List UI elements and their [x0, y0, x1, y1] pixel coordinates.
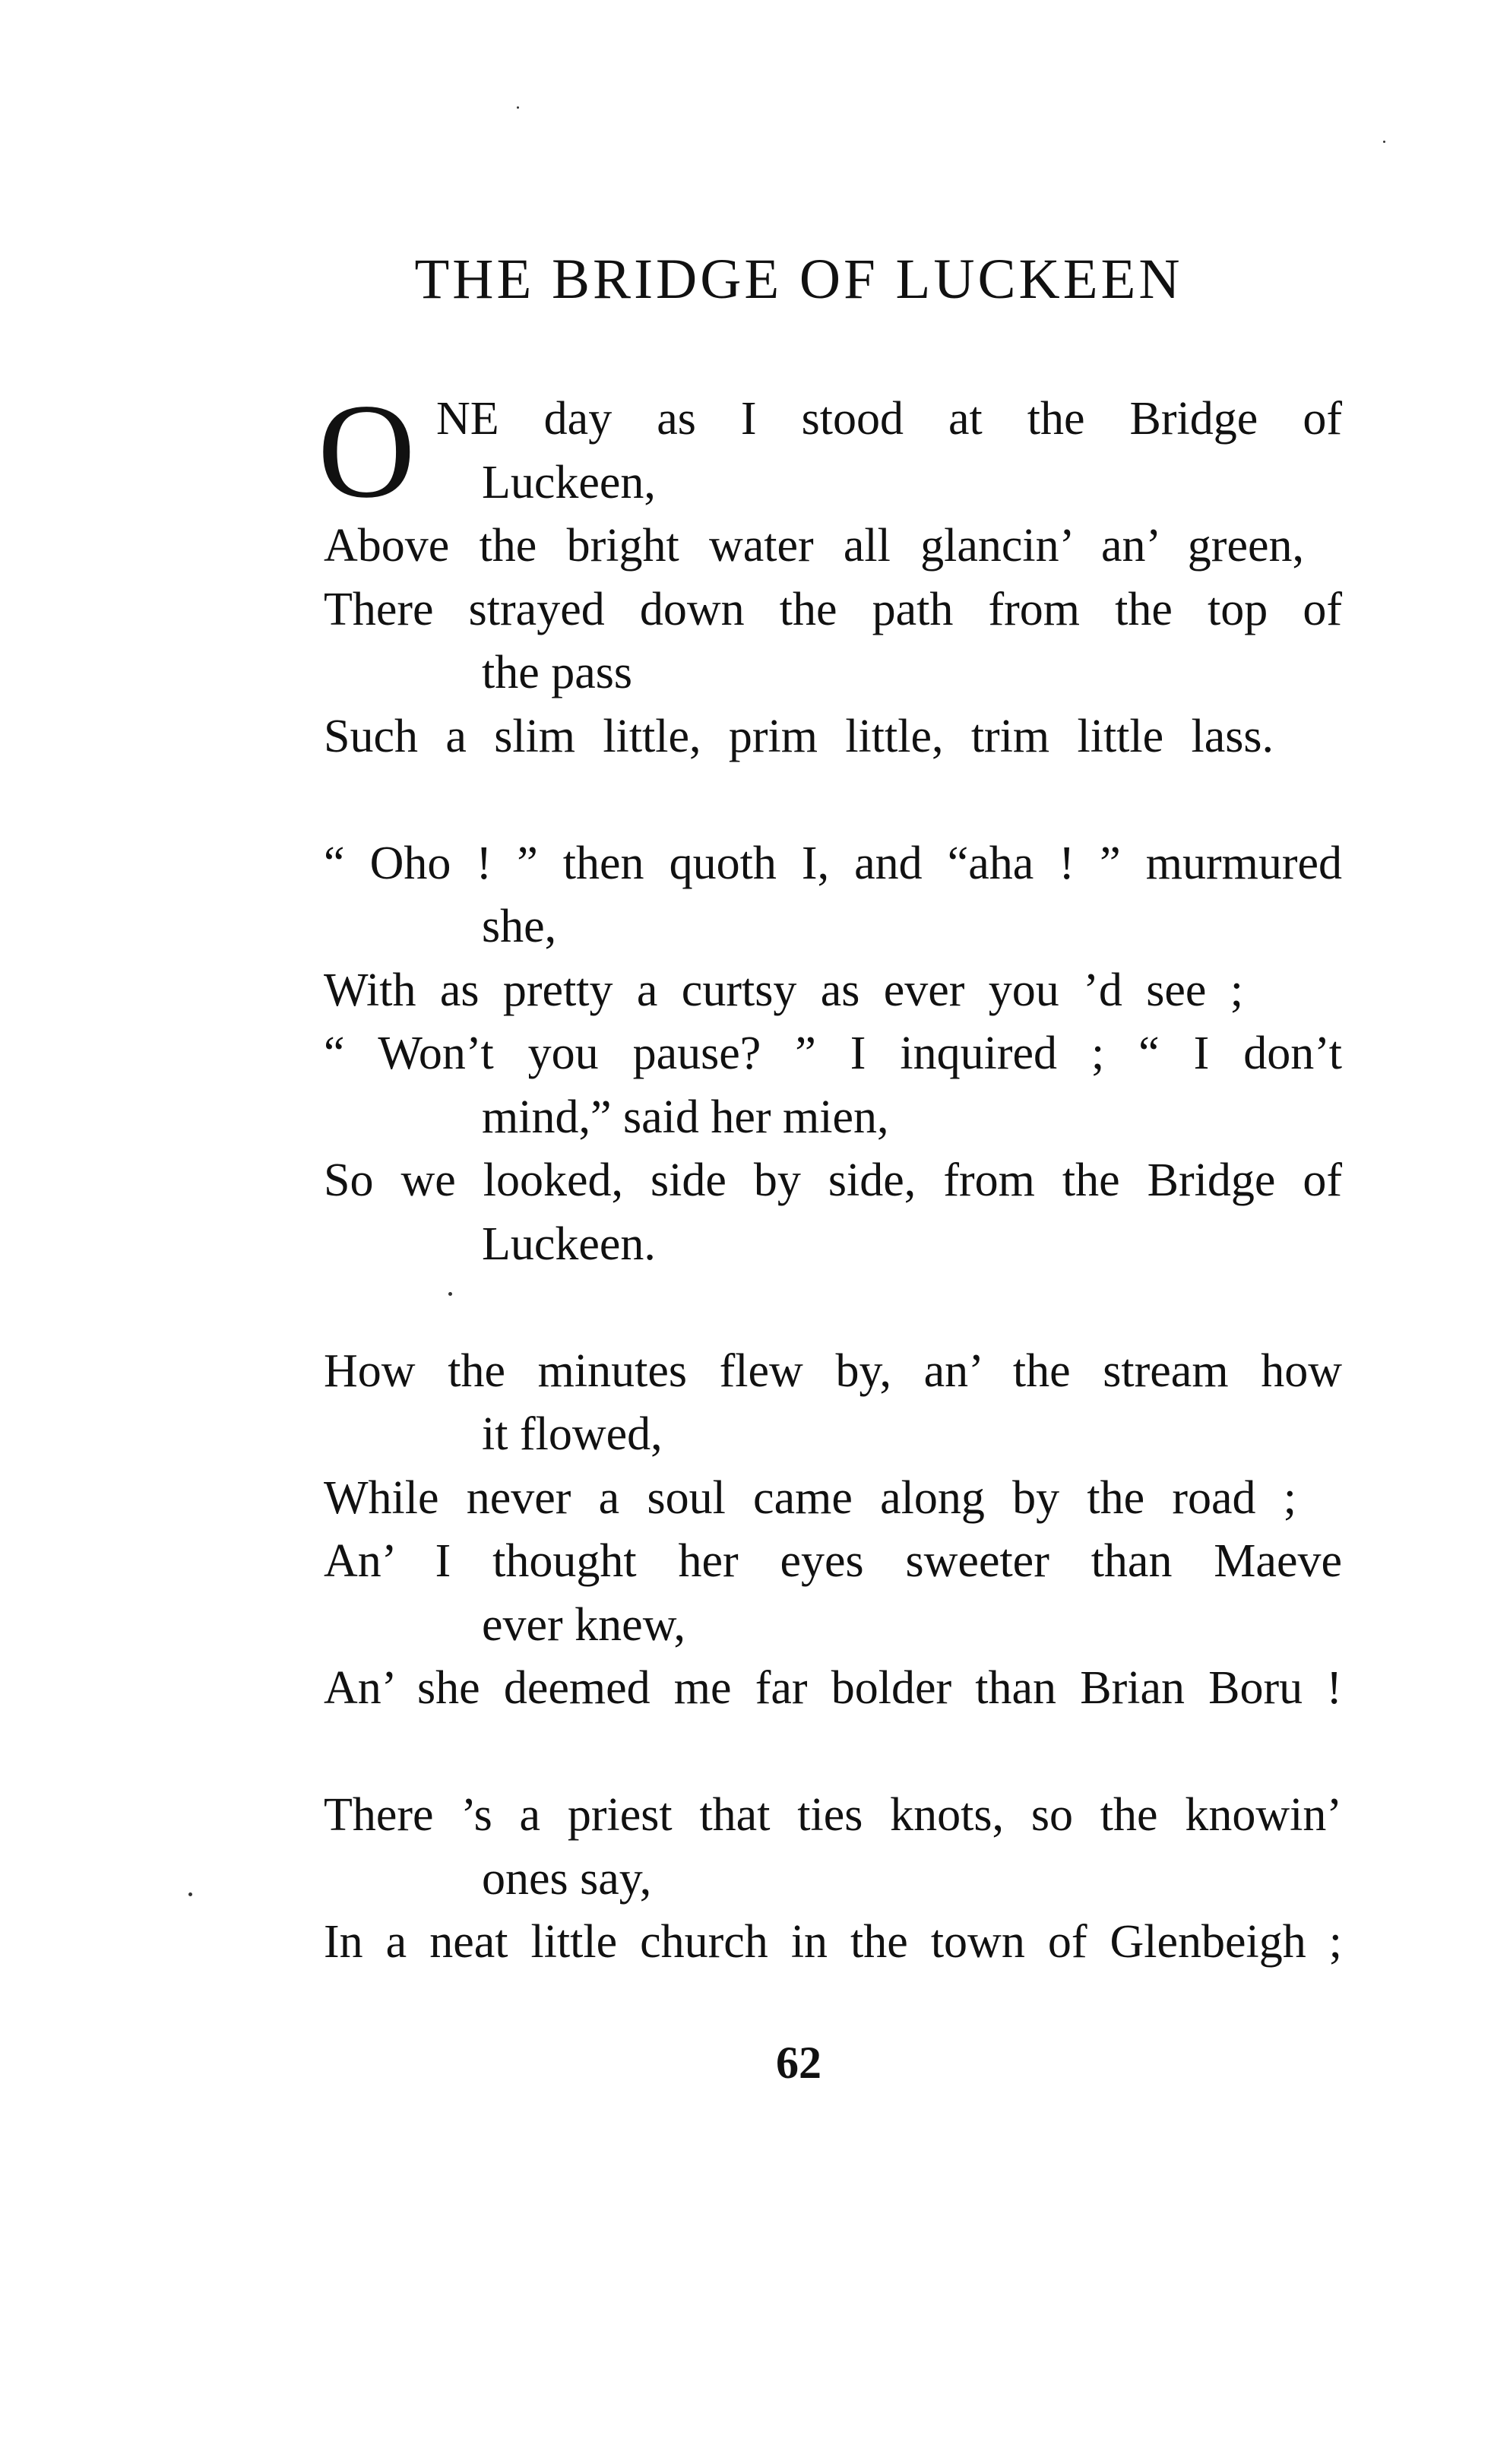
poem-line: ones say,	[482, 1852, 652, 1905]
poem-line: So we looked, side by side, from the Bridge of	[324, 1154, 1342, 1206]
poem-line: There strayed down the path from the top of	[324, 583, 1342, 635]
poem-line: she,	[482, 901, 557, 952]
poem-line: In a neat little church in the town of Glenbeigh ;	[324, 1916, 1342, 1968]
poem-title: THE BRIDGE OF LUCKEEN	[414, 248, 1183, 311]
poem-line: An’ I thought her eyes sweeter than Maeve	[324, 1535, 1342, 1587]
poem-line: How the minutes flew by, an’ the stream how	[324, 1344, 1342, 1397]
poem-line: Above the bright water all glancin’ an’ green,	[324, 520, 1304, 572]
poem-line: it flowed,	[482, 1408, 663, 1460]
poem-line: mind,” said her mien,	[482, 1091, 889, 1143]
poem-line: ever knew,	[482, 1598, 685, 1651]
poem-line: While never a soul came along by the road ;	[324, 1471, 1296, 1524]
poem-line: An’ she deemed me far bolder than Brian Boru !	[324, 1662, 1342, 1714]
paper-speck	[1383, 141, 1385, 143]
paper-speck	[448, 1292, 452, 1296]
poem-line: Luckeen.	[482, 1218, 656, 1270]
poem-line: Luckeen,	[482, 456, 656, 508]
stanza-3	[324, 1340, 1342, 1721]
poem-line: NE day as I stood at the Bridge of	[436, 393, 1342, 445]
poem-line: With as pretty a curtsy as ever you ’d see ;	[324, 964, 1243, 1016]
poem-line: the pass	[482, 647, 633, 698]
stanza-break	[324, 1276, 1342, 1340]
poem-line: There ’s a priest that ties knots, so the knowin’	[324, 1789, 1342, 1841]
stanza-break	[324, 768, 1342, 832]
paper-speck	[517, 106, 519, 109]
poem-line: “ Won’t you pause? ” I inquired ; “ I don’t	[324, 1028, 1342, 1079]
poem-body	[318, 375, 1342, 1975]
page-number: 62	[776, 2038, 821, 2088]
poem-line: “ Oho ! ” then quoth I, and “aha ! ” murmured	[324, 837, 1342, 889]
drop-cap: O	[318, 375, 416, 526]
paper-speck	[188, 1892, 192, 1896]
stanza-4	[324, 1784, 1342, 1975]
stanza-break	[324, 1721, 1342, 1785]
poem-line: Such a slim little, prim little, trim little lass.	[324, 710, 1274, 762]
stanza-1	[318, 375, 1342, 768]
stanza-2	[324, 832, 1342, 1277]
